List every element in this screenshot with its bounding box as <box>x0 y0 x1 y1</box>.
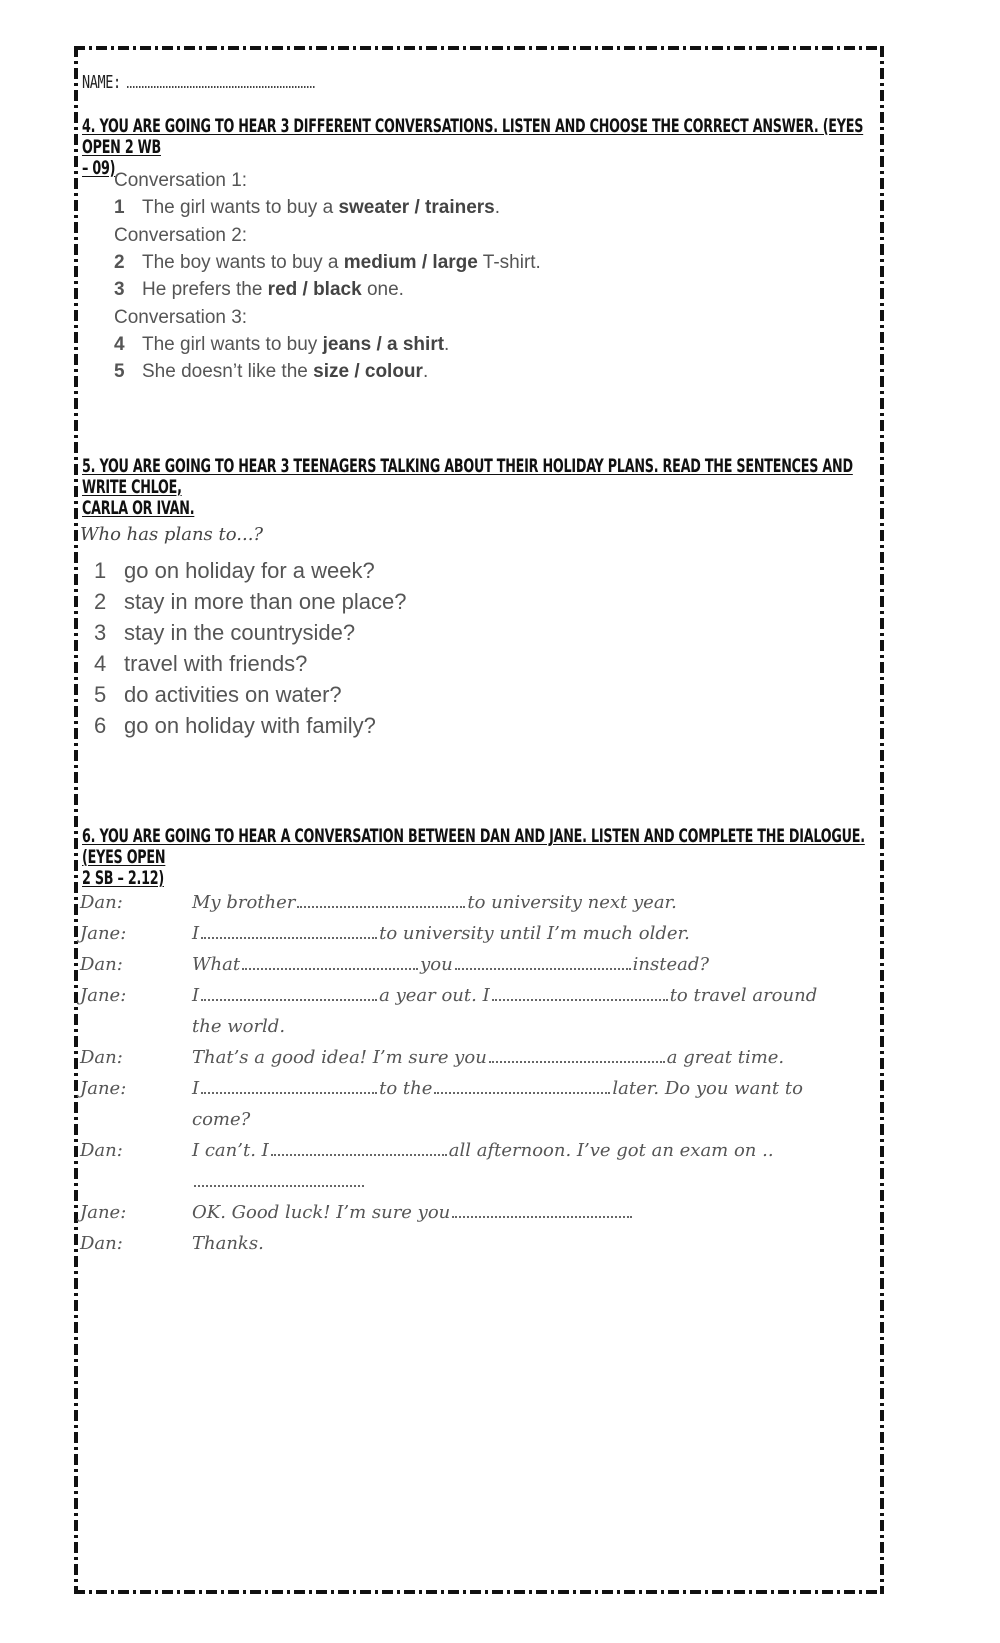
item-text: He prefers the <box>142 279 268 300</box>
dialogue-text: What <box>192 954 241 975</box>
plan-number: 6 <box>94 713 107 738</box>
speaker-label: Dan: <box>80 892 123 913</box>
section5-intro: Who has plans to...? <box>80 524 264 545</box>
plan-number: 3 <box>94 620 107 645</box>
dialogue-line-6 <box>192 1078 882 1099</box>
item-text-end: . <box>444 334 450 355</box>
plan-item-2[interactable] <box>94 589 407 615</box>
dialogue-text: to university until I’m much older. <box>379 923 690 944</box>
dialogue-line-6-cont: come? <box>192 1109 251 1130</box>
answer-blank[interactable] <box>297 892 465 908</box>
answer-blank[interactable] <box>201 923 377 939</box>
section5-heading-line1: 5. YOU ARE GOING TO HEAR 3 TEENAGERS TALKING ABOUT THEIR HOLIDAY PLANS. READ THE SENTENCES AND WRITE CHLOE, <box>82 455 853 498</box>
plan-number: 4 <box>94 651 107 676</box>
section5-heading <box>82 456 872 519</box>
conversation-1-label: Conversation 1: <box>114 170 248 191</box>
conv-item-4 <box>114 334 449 356</box>
dialogue-line-4 <box>192 985 882 1006</box>
answer-options[interactable]: medium / large <box>343 252 478 273</box>
answer-blank[interactable] <box>452 1202 632 1218</box>
dialogue-text: you <box>420 954 453 975</box>
border-top <box>74 46 884 50</box>
item-text-end: one. <box>361 279 404 300</box>
answer-blank[interactable] <box>434 1078 610 1094</box>
item-text-end: . <box>494 197 501 218</box>
item-number: 3 <box>114 279 125 300</box>
answer-blank[interactable] <box>492 985 668 1001</box>
dialogue-line-7 <box>192 1140 882 1161</box>
answer-blank[interactable] <box>201 985 377 1001</box>
plan-text: travel with friends? <box>124 651 308 676</box>
conv-item-5 <box>114 361 428 383</box>
item-number: 2 <box>114 252 125 273</box>
dialogue-text: to travel around <box>669 985 818 1006</box>
plan-number: 1 <box>94 558 107 583</box>
dialogue-line-7-cont <box>192 1171 882 1192</box>
plan-item-6[interactable] <box>94 713 376 739</box>
plan-text: go on holiday with family? <box>124 713 376 738</box>
dialogue-text: I <box>192 923 200 944</box>
answer-blank[interactable] <box>194 1171 364 1187</box>
speaker-label: Jane: <box>80 985 127 1006</box>
dialogue-line-4-cont: the world. <box>192 1016 286 1037</box>
item-number: 4 <box>114 334 125 355</box>
dialogue-text: I can’t. I <box>192 1140 269 1161</box>
section6-heading <box>82 826 872 889</box>
answer-options[interactable]: jeans / a shirt <box>322 334 445 355</box>
name-blank[interactable] <box>127 72 315 88</box>
speaker-label: Jane: <box>80 923 127 944</box>
speaker-label: Dan: <box>80 1140 123 1161</box>
dialogue-line-5 <box>192 1047 882 1068</box>
answer-blank[interactable] <box>489 1047 665 1063</box>
section5-heading-line2: CARLA OR IVAN. <box>82 497 195 519</box>
dialogue-text: Thanks. <box>192 1233 264 1254</box>
speaker-label: Jane: <box>80 1202 127 1223</box>
answer-options[interactable]: red / black <box>267 279 362 300</box>
name-row <box>82 72 314 93</box>
dialogue-text: instead? <box>632 954 710 975</box>
item-text: The boy wants to buy a <box>142 252 344 273</box>
dialogue-text: That’s a good idea! I’m sure you <box>192 1047 487 1068</box>
dialogue-text: I <box>192 1078 200 1099</box>
item-text-end: T-shirt. <box>477 252 541 273</box>
dialogue-line-8 <box>192 1202 882 1223</box>
plan-item-1[interactable] <box>94 558 375 584</box>
item-number: 5 <box>114 361 125 382</box>
section6-heading-line2: 2 SB – 2.12) <box>82 867 164 889</box>
border-left <box>74 46 78 1594</box>
answer-blank[interactable] <box>455 954 631 970</box>
dialogue-text: a great time. <box>666 1047 785 1068</box>
answer-blank[interactable] <box>242 954 418 970</box>
plan-text: stay in the countryside? <box>124 620 356 645</box>
plan-number: 5 <box>94 682 107 707</box>
item-text: She doesn’t like the <box>142 361 314 382</box>
dialogue-line-1 <box>192 892 882 913</box>
conv-item-3 <box>114 279 404 301</box>
plan-item-3[interactable] <box>94 620 355 646</box>
dialogue-text: a year out. I <box>379 985 490 1006</box>
dialogue-text: all afternoon. I’ve got an exam on .. <box>448 1140 774 1161</box>
speaker-label: Dan: <box>80 1047 123 1068</box>
dialogue-line-9 <box>192 1233 882 1254</box>
plan-text: do activities on water? <box>124 682 342 707</box>
section6-heading-line1: 6. YOU ARE GOING TO HEAR A CONVERSATION BETWEEN DAN AND JANE. LISTEN AND COMPLETE THE DIALOGUE. (EYES OPEN <box>82 825 865 868</box>
dialogue-text: later. Do you want to <box>612 1078 803 1099</box>
speaker-label: Dan: <box>80 954 123 975</box>
speaker-label: Jane: <box>80 1078 127 1099</box>
dialogue-text: I <box>192 985 200 1006</box>
plan-item-5[interactable] <box>94 682 342 708</box>
section4-heading-line2: – 09) <box>82 157 116 179</box>
item-text-end: . <box>422 361 429 382</box>
dialogue-text: My brother <box>192 892 296 913</box>
dialogue-text: to university next year. <box>467 892 677 913</box>
answer-options[interactable]: size / colour <box>313 361 423 382</box>
dialogue-text: OK. Good luck! I’m sure you <box>192 1202 451 1223</box>
plan-text: stay in more than one place? <box>124 589 407 614</box>
conv-item-1 <box>114 197 500 219</box>
border-bottom <box>74 1590 884 1594</box>
answer-blank[interactable] <box>271 1140 447 1156</box>
answer-blank[interactable] <box>201 1078 377 1094</box>
plan-text: go on holiday for a week? <box>124 558 375 583</box>
conv-item-2 <box>114 252 541 274</box>
name-label: NAME: <box>82 72 121 93</box>
border-right <box>880 46 884 1594</box>
section4-heading-line1: 4. YOU ARE GOING TO HEAR 3 DIFFERENT CONVERSATIONS. LISTEN AND CHOOSE THE CORRECT ANSWER. (EYES OPEN 2 WB <box>82 115 864 158</box>
conversation-2-label: Conversation 2: <box>114 225 248 246</box>
conversation-3-label: Conversation 3: <box>114 307 248 328</box>
item-number: 1 <box>114 197 125 218</box>
dialogue-line-3 <box>192 954 882 975</box>
item-text: The girl wants to buy a <box>142 197 339 218</box>
answer-options[interactable]: sweater / trainers <box>338 197 495 218</box>
plan-number: 2 <box>94 589 107 614</box>
dialogue-line-2 <box>192 923 882 944</box>
dialogue-text: to the <box>379 1078 433 1099</box>
item-text: The girl wants to buy <box>142 334 323 355</box>
speaker-label: Dan: <box>80 1233 123 1254</box>
plan-item-4[interactable] <box>94 651 307 677</box>
